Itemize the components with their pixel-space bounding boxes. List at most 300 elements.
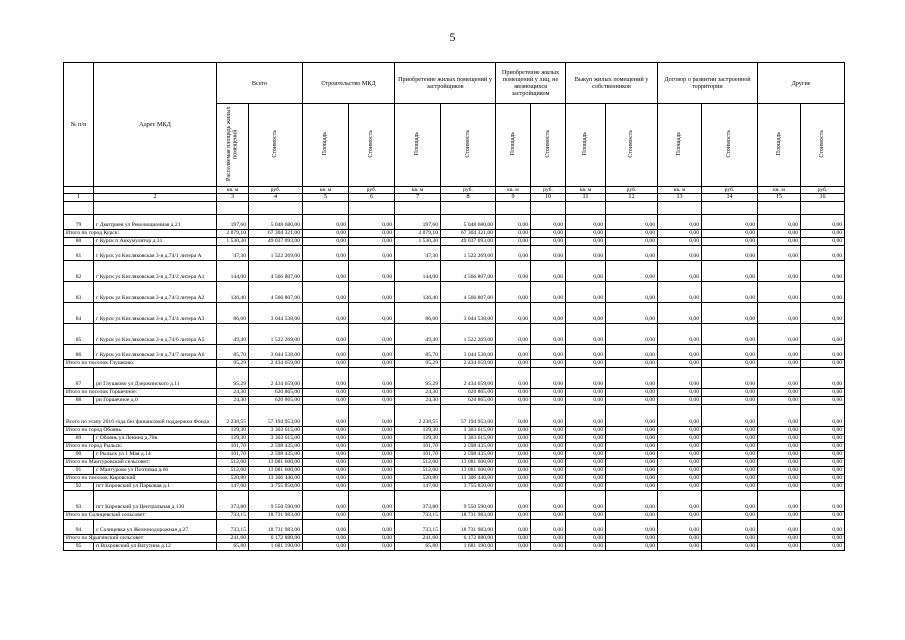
- units-empty-cell: [64, 187, 94, 194]
- value-cell: 0,00: [758, 466, 801, 474]
- unit-cell: кв. м: [395, 187, 441, 194]
- value-cell: 241,60: [395, 534, 441, 542]
- value-cell: 4 566 807,00: [441, 260, 496, 281]
- value-cell: 0,00: [349, 260, 395, 281]
- row-address: г Рыльск ул 1 Мая д.14: [94, 450, 217, 458]
- value-cell: 0,00: [566, 434, 606, 442]
- value-cell: 4 566 807,00: [249, 260, 303, 281]
- header-group: Приобретение жилых помещений у лиц, не являющихся застройщиком: [496, 63, 566, 104]
- value-cell: 3 303 615,00: [249, 434, 303, 442]
- value-cell: 2 079,10: [217, 229, 249, 237]
- total-label: Всего по этапу 2016 года без финансовой поддержки Фонда: [64, 404, 217, 426]
- value-cell: 0,00: [531, 344, 566, 359]
- value-cell: 0,00: [658, 359, 702, 367]
- value-cell: 136,40: [217, 281, 249, 302]
- value-cell: 0,00: [658, 426, 702, 434]
- value-cell: 67 304 321,00: [249, 229, 303, 237]
- value-cell: 733,15: [395, 511, 441, 519]
- value-cell: 0,00: [658, 511, 702, 519]
- row-number: 79: [64, 214, 94, 229]
- header-column-numbers-row: [64, 194, 845, 201]
- header-group: Всего: [217, 63, 303, 104]
- value-cell: 373,80: [217, 490, 249, 511]
- table-row: [64, 302, 845, 323]
- value-cell: 0,00: [801, 474, 845, 482]
- row-number: 88: [64, 396, 94, 404]
- value-cell: 24,30: [217, 396, 249, 404]
- value-cell: 0,00: [758, 237, 801, 245]
- value-cell: 0,00: [566, 260, 606, 281]
- value-cell: 0,00: [702, 396, 758, 404]
- value-cell: 0,00: [801, 396, 845, 404]
- value-cell: 101,70: [217, 450, 249, 458]
- value-cell: 0,00: [349, 229, 395, 237]
- table-body: [64, 201, 845, 550]
- value-cell: 0,00: [801, 534, 845, 542]
- value-cell: 95,29: [395, 359, 441, 367]
- header-subcolumn-label: Площадь: [676, 132, 683, 156]
- value-cell: 0,00: [566, 359, 606, 367]
- value-cell: 0,00: [303, 214, 349, 229]
- value-cell: 4 566 807,00: [249, 281, 303, 302]
- value-cell: 0,00: [496, 450, 531, 458]
- spacer-cell: [531, 201, 566, 214]
- value-cell: 4 566 807,00: [441, 281, 496, 302]
- value-cell: 0,00: [496, 229, 531, 237]
- table-row: [64, 466, 845, 474]
- value-cell: 0,00: [801, 260, 845, 281]
- value-cell: 0,00: [658, 302, 702, 323]
- value-cell: 1 530,30: [395, 237, 441, 245]
- unit-cell: руб.: [441, 187, 496, 194]
- unit-cell: руб.: [702, 187, 758, 194]
- value-cell: 147,00: [217, 482, 249, 490]
- value-cell: 0,00: [658, 519, 702, 534]
- value-cell: 0,00: [566, 404, 606, 426]
- table-row: [64, 490, 845, 511]
- column-number-cell: 6: [349, 194, 395, 201]
- unit-cell: кв. м: [496, 187, 531, 194]
- header-subcolumn: [249, 104, 303, 187]
- spacer-cell: [606, 201, 658, 214]
- value-cell: 0,00: [566, 466, 606, 474]
- value-cell: 0,00: [801, 482, 845, 490]
- header-subcolumn: [349, 104, 395, 187]
- value-cell: 3 303 615,00: [441, 426, 496, 434]
- value-cell: 0,00: [566, 281, 606, 302]
- header-subcolumn: [217, 104, 249, 187]
- header-group: Выкуп жилых помещений у собственников: [566, 63, 658, 104]
- row-number: 87: [64, 367, 94, 388]
- value-cell: 0,00: [496, 302, 531, 323]
- value-cell: 0,00: [566, 396, 606, 404]
- value-cell: 0,00: [801, 245, 845, 260]
- value-cell: 0,00: [801, 359, 845, 367]
- value-cell: 0,00: [496, 281, 531, 302]
- value-cell: 136,40: [395, 281, 441, 302]
- value-cell: 373,80: [395, 490, 441, 511]
- value-cell: 0,00: [702, 434, 758, 442]
- value-cell: 0,00: [566, 323, 606, 344]
- value-cell: 0,00: [303, 426, 349, 434]
- value-cell: 0,00: [531, 245, 566, 260]
- spacer-cell: [395, 201, 441, 214]
- value-cell: 0,00: [758, 490, 801, 511]
- value-cell: 0,00: [606, 542, 658, 550]
- column-number-cell: 10: [531, 194, 566, 201]
- value-cell: 0,00: [349, 542, 395, 550]
- value-cell: 13 306 440,00: [441, 474, 496, 482]
- row-number: 93: [64, 490, 94, 511]
- header-group-row: [64, 63, 845, 104]
- value-cell: 0,00: [303, 434, 349, 442]
- row-address: с Мантурово ул Почтовая д.66: [94, 466, 217, 474]
- value-cell: 620 865,00: [441, 396, 496, 404]
- value-cell: 0,00: [758, 434, 801, 442]
- value-cell: 0,00: [758, 442, 801, 450]
- value-cell: 0,00: [531, 214, 566, 229]
- value-cell: 0,00: [702, 281, 758, 302]
- header-subcolumn-label: Стоимость: [628, 129, 635, 158]
- value-cell: 0,00: [566, 511, 606, 519]
- value-cell: 1 530,30: [217, 237, 249, 245]
- table-total-row: [64, 511, 845, 519]
- value-cell: 0,00: [801, 404, 845, 426]
- value-cell: 85,70: [395, 344, 441, 359]
- value-cell: 0,00: [702, 450, 758, 458]
- value-cell: 0,00: [702, 302, 758, 323]
- value-cell: 144,00: [395, 260, 441, 281]
- value-cell: 13 306 440,00: [249, 474, 303, 482]
- value-cell: 512,00: [217, 458, 249, 466]
- value-cell: 0,00: [658, 482, 702, 490]
- value-cell: 144,00: [217, 260, 249, 281]
- value-cell: 0,00: [349, 344, 395, 359]
- value-cell: 0,00: [658, 458, 702, 466]
- spacer-cell: [702, 201, 758, 214]
- value-cell: 0,00: [801, 214, 845, 229]
- value-cell: 0,00: [566, 426, 606, 434]
- value-cell: 0,00: [566, 474, 606, 482]
- value-cell: 3 755 850,00: [249, 482, 303, 490]
- value-cell: 0,00: [303, 367, 349, 388]
- value-cell: 2 238,55: [395, 404, 441, 426]
- value-cell: 0,00: [702, 388, 758, 396]
- value-cell: 0,00: [531, 260, 566, 281]
- value-cell: 197,60: [217, 214, 249, 229]
- spacer-cell: [758, 201, 801, 214]
- row-address: рп Горшечное д.0: [94, 396, 217, 404]
- header-group: Договор о развитии застроенной территории: [658, 63, 758, 104]
- table-total-row: [64, 474, 845, 482]
- spacer-cell: [64, 201, 94, 214]
- column-number-cell: 12: [606, 194, 658, 201]
- value-cell: 0,00: [496, 511, 531, 519]
- value-cell: 0,00: [758, 511, 801, 519]
- table-total-row: [64, 388, 845, 396]
- value-cell: 0,00: [531, 442, 566, 450]
- value-cell: 0,00: [758, 542, 801, 550]
- value-cell: 2 598 435,00: [441, 442, 496, 450]
- table-row: [64, 260, 845, 281]
- value-cell: 0,00: [801, 237, 845, 245]
- value-cell: 13 081 600,00: [441, 458, 496, 466]
- value-cell: 0,00: [606, 426, 658, 434]
- row-address: г Курск ул Кисляковская 3-я д.74/3 литера А2: [94, 281, 217, 302]
- table-row: [64, 344, 845, 359]
- header-subcolumn-label: Площадь: [775, 132, 782, 156]
- value-cell: 0,00: [606, 474, 658, 482]
- value-cell: 733,15: [217, 511, 249, 519]
- value-cell: 2 434 659,00: [441, 359, 496, 367]
- spacer-cell: [441, 201, 496, 214]
- header-subcolumn-label: Расселяемая площадь жилых помещений: [226, 106, 239, 181]
- value-cell: 0,00: [702, 458, 758, 466]
- value-cell: 0,00: [531, 511, 566, 519]
- value-cell: 0,00: [303, 323, 349, 344]
- value-cell: 0,00: [303, 388, 349, 396]
- value-cell: 0,00: [801, 344, 845, 359]
- spacer-cell: [496, 201, 531, 214]
- value-cell: 0,00: [349, 359, 395, 367]
- value-cell: 0,00: [349, 458, 395, 466]
- value-cell: 0,00: [531, 466, 566, 474]
- value-cell: 5 048 680,00: [441, 214, 496, 229]
- value-cell: 0,00: [801, 426, 845, 434]
- value-cell: 0,00: [531, 302, 566, 323]
- total-label: Итого по город Рыльск:: [64, 442, 217, 450]
- row-number: 83: [64, 281, 94, 302]
- unit-cell: кв. м: [217, 187, 249, 194]
- value-cell: 0,00: [531, 388, 566, 396]
- value-cell: 0,00: [496, 442, 531, 450]
- value-cell: 0,00: [496, 396, 531, 404]
- header-subcolumn-label: Стоимость: [272, 129, 279, 158]
- value-cell: 0,00: [758, 359, 801, 367]
- value-cell: 2 079,10: [395, 229, 441, 237]
- value-cell: 0,00: [606, 434, 658, 442]
- value-cell: 0,00: [349, 426, 395, 434]
- value-cell: 0,00: [702, 214, 758, 229]
- row-address: г Обоянь ул Ленина д.70в: [94, 434, 217, 442]
- value-cell: 0,00: [531, 404, 566, 426]
- row-number: 86: [64, 344, 94, 359]
- value-cell: 0,00: [496, 359, 531, 367]
- header-subcolumn: [303, 104, 349, 187]
- value-cell: 0,00: [702, 442, 758, 450]
- value-cell: 0,00: [606, 359, 658, 367]
- value-cell: 3 044 538,00: [441, 302, 496, 323]
- value-cell: 24,30: [395, 388, 441, 396]
- value-cell: 0,00: [801, 434, 845, 442]
- value-cell: 0,00: [349, 434, 395, 442]
- value-cell: 0,00: [349, 245, 395, 260]
- value-cell: 0,00: [801, 281, 845, 302]
- table-total-row: [64, 534, 845, 542]
- units-empty-cell: [94, 187, 217, 194]
- value-cell: 0,00: [496, 458, 531, 466]
- value-cell: 3 303 615,00: [441, 434, 496, 442]
- resettlement-table: [63, 62, 845, 551]
- value-cell: 0,00: [801, 458, 845, 466]
- value-cell: 0,00: [702, 367, 758, 388]
- value-cell: 0,00: [303, 519, 349, 534]
- value-cell: 2 238,55: [217, 404, 249, 426]
- value-cell: 0,00: [758, 229, 801, 237]
- value-cell: 101,70: [217, 442, 249, 450]
- unit-cell: кв. м: [758, 187, 801, 194]
- value-cell: 0,00: [303, 474, 349, 482]
- value-cell: 1 522 269,00: [441, 245, 496, 260]
- value-cell: 0,00: [349, 490, 395, 511]
- value-cell: 0,00: [349, 302, 395, 323]
- value-cell: 0,00: [801, 442, 845, 450]
- value-cell: 0,00: [758, 367, 801, 388]
- value-cell: 0,00: [303, 281, 349, 302]
- row-address: г Курск ул Кисляковская 3-я д.74/6 литера А5: [94, 323, 217, 344]
- value-cell: 0,00: [566, 442, 606, 450]
- value-cell: 0,00: [606, 482, 658, 490]
- value-cell: 0,00: [496, 344, 531, 359]
- value-cell: 0,00: [758, 281, 801, 302]
- table-row: [64, 367, 845, 388]
- value-cell: 512,00: [395, 458, 441, 466]
- value-cell: 3 044 538,00: [249, 302, 303, 323]
- table-row: [64, 542, 845, 550]
- value-cell: 49,40: [395, 323, 441, 344]
- value-cell: 0,00: [658, 534, 702, 542]
- value-cell: 0,00: [303, 511, 349, 519]
- value-cell: 24,30: [217, 388, 249, 396]
- value-cell: 9 550 590,00: [249, 490, 303, 511]
- resettlement-table-container: [63, 62, 844, 551]
- value-cell: 49 037 093,00: [441, 237, 496, 245]
- value-cell: 0,00: [606, 458, 658, 466]
- value-cell: 0,00: [496, 214, 531, 229]
- value-cell: 0,00: [801, 466, 845, 474]
- value-cell: 0,00: [758, 344, 801, 359]
- value-cell: 0,00: [303, 302, 349, 323]
- table-row: [64, 237, 845, 245]
- value-cell: 0,00: [702, 482, 758, 490]
- value-cell: 0,00: [303, 404, 349, 426]
- value-cell: 0,00: [531, 542, 566, 550]
- row-number: 80: [64, 237, 94, 245]
- column-number-cell: 9: [496, 194, 531, 201]
- value-cell: 0,00: [801, 229, 845, 237]
- value-cell: 0,00: [531, 281, 566, 302]
- value-cell: 0,00: [566, 214, 606, 229]
- value-cell: 0,00: [702, 260, 758, 281]
- spacer-cell: [349, 201, 395, 214]
- value-cell: 0,00: [566, 542, 606, 550]
- unit-cell: руб.: [801, 187, 845, 194]
- value-cell: 0,00: [303, 237, 349, 245]
- header-subcolumn: [441, 104, 496, 187]
- value-cell: 0,00: [531, 426, 566, 434]
- table-row: [64, 519, 845, 534]
- table-row: [64, 214, 845, 229]
- row-address: г Курск п Аккумулятор д.31: [94, 237, 217, 245]
- row-address: г Курск ул Кисляковская 3-я д.74/7 литера А6: [94, 344, 217, 359]
- value-cell: 512,00: [395, 466, 441, 474]
- value-cell: 2 598 435,00: [249, 450, 303, 458]
- value-cell: 0,00: [606, 490, 658, 511]
- value-cell: 733,15: [217, 519, 249, 534]
- value-cell: 0,00: [702, 426, 758, 434]
- spacer-row: [64, 201, 845, 214]
- value-cell: 0,00: [496, 245, 531, 260]
- value-cell: 0,00: [801, 302, 845, 323]
- value-cell: 0,00: [566, 302, 606, 323]
- value-cell: 65,80: [395, 542, 441, 550]
- header-number: № п/п: [64, 63, 94, 187]
- table-row: [64, 396, 845, 404]
- value-cell: 0,00: [566, 245, 606, 260]
- value-cell: 0,00: [606, 404, 658, 426]
- value-cell: 0,00: [758, 245, 801, 260]
- table-total-row: [64, 458, 845, 466]
- value-cell: 0,00: [758, 214, 801, 229]
- value-cell: 0,00: [758, 323, 801, 344]
- row-number: 84: [64, 302, 94, 323]
- value-cell: 512,00: [217, 466, 249, 474]
- value-cell: 0,00: [566, 450, 606, 458]
- header-subcolumn-label: Площадь: [322, 132, 329, 156]
- value-cell: 0,00: [606, 214, 658, 229]
- row-number: 91: [64, 466, 94, 474]
- value-cell: 0,00: [702, 511, 758, 519]
- value-cell: 0,00: [303, 344, 349, 359]
- value-cell: 0,00: [303, 458, 349, 466]
- value-cell: 86,00: [395, 302, 441, 323]
- table-total-row: [64, 426, 845, 434]
- table-row: [64, 323, 845, 344]
- row-number: 81: [64, 245, 94, 260]
- value-cell: 0,00: [606, 344, 658, 359]
- value-cell: 13 081 600,00: [249, 466, 303, 474]
- header-subcolumn-label: Стоимость: [819, 129, 826, 158]
- total-label: Итого по город Обоянь:: [64, 426, 217, 434]
- table-row: [64, 482, 845, 490]
- header-subcolumn: [566, 104, 606, 187]
- value-cell: 18 731 983,00: [441, 519, 496, 534]
- value-cell: 0,00: [531, 490, 566, 511]
- value-cell: 0,00: [606, 519, 658, 534]
- value-cell: 95,29: [395, 367, 441, 388]
- value-cell: 0,00: [702, 404, 758, 426]
- header-subcolumn: [702, 104, 758, 187]
- value-cell: 0,00: [801, 450, 845, 458]
- value-cell: 0,00: [531, 474, 566, 482]
- value-cell: 0,00: [658, 260, 702, 281]
- value-cell: 0,00: [702, 474, 758, 482]
- value-cell: 0,00: [496, 323, 531, 344]
- value-cell: 0,00: [801, 519, 845, 534]
- value-cell: 0,00: [566, 344, 606, 359]
- value-cell: 0,00: [349, 404, 395, 426]
- row-address: рп Глушково ул Дзержинского д.11: [94, 367, 217, 388]
- value-cell: 0,00: [496, 260, 531, 281]
- value-cell: 0,00: [496, 490, 531, 511]
- value-cell: 0,00: [496, 434, 531, 442]
- row-number: 95: [64, 542, 94, 550]
- value-cell: 0,00: [658, 490, 702, 511]
- header-group: Другие: [758, 63, 845, 104]
- row-address: п Вихровский ул Ватутина д.12: [94, 542, 217, 550]
- value-cell: 0,00: [606, 237, 658, 245]
- value-cell: 0,00: [658, 442, 702, 450]
